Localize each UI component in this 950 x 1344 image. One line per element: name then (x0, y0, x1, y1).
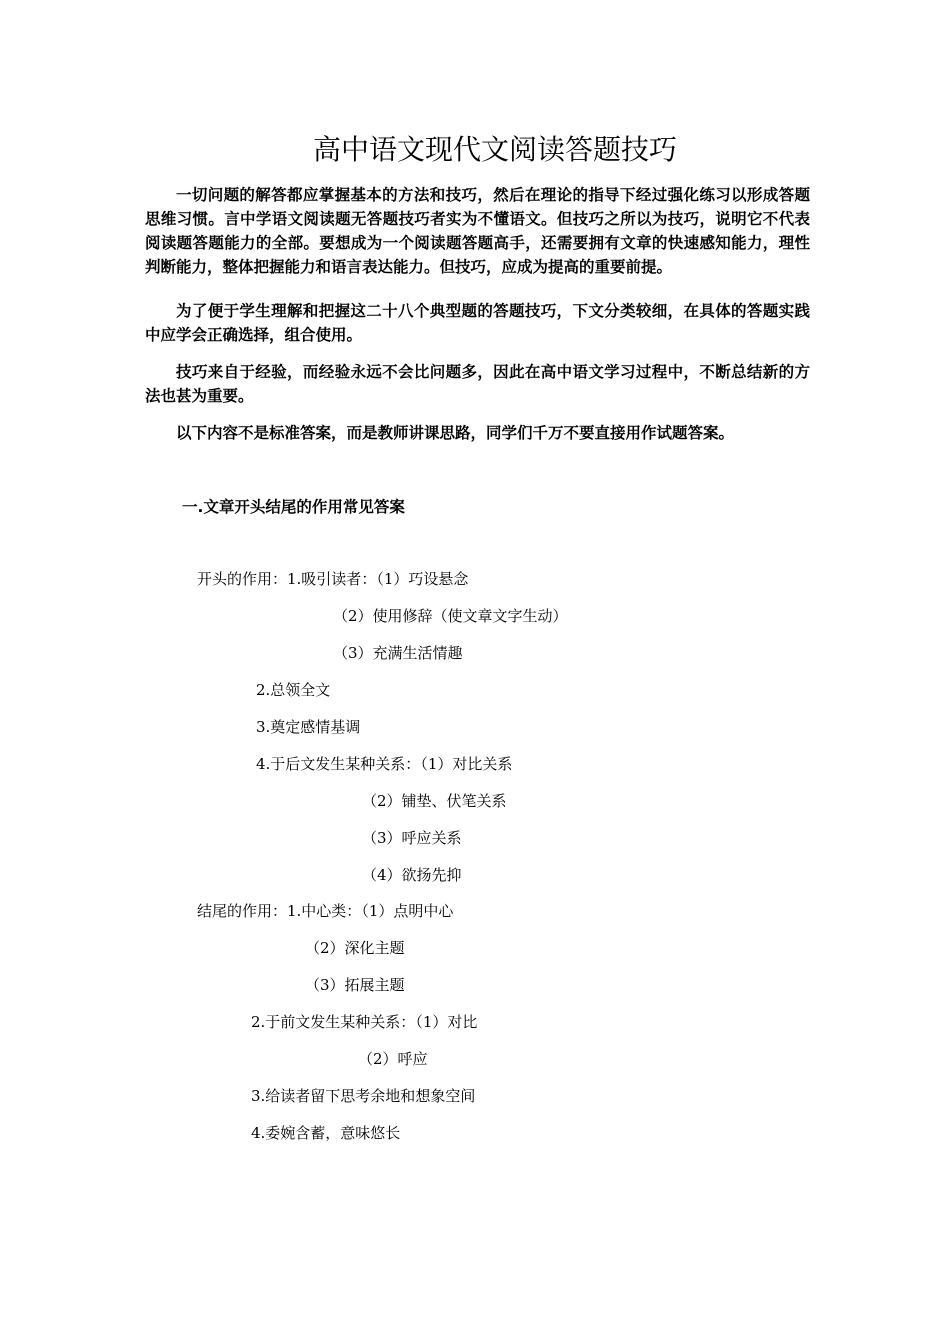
outline-line: 4.于后文发生某种关系：（1）对比关系 (256, 755, 513, 773)
outline-line: （3）拓展主题 (305, 976, 405, 994)
outline-line: 3.奠定感情基调 (256, 718, 361, 736)
intro-paragraph: 以下内容不是标准答案，而是教师讲课思路，同学们千万不要直接用作试题答案。 (176, 424, 735, 442)
outline-line: 2.总领全文 (256, 681, 331, 699)
intro-paragraph: 为了便于学生理解和把握这二十八个典型题的答题技巧，下文分类较细，在具体的答题实践中应学会正确选择，组合使用。 (145, 302, 810, 344)
section-heading: 一.文章开头结尾的作用常见答案 (182, 498, 405, 516)
outline-line: 2.于前文发生某种关系：（1）对比 (251, 1013, 478, 1031)
outline-line: （2）使用修辞（使文章文字生动） (333, 607, 568, 625)
outline-line: （2）呼应 (358, 1050, 428, 1068)
outline-line: （3）呼应关系 (362, 829, 462, 847)
outline-line-opening-heading: 开头的作用：1.吸引读者：（1）巧设悬念 (197, 570, 469, 588)
outline-line-ending-heading: 结尾的作用：1.中心类：（1）点明中心 (197, 902, 454, 920)
outline-line: 4.委婉含蓄，意味悠长 (251, 1124, 401, 1142)
intro-paragraph: 一切问题的解答都应掌握基本的方法和技巧，然后在理论的指导下经过强化练习以形成答题思维习惯。言中学语文阅读题无答题技巧者实为不懂语文。但技巧之所以为技巧，说明它不代表阅读题答题能力的全部。要想成为一个阅读题答题高手，还需要拥有文章的快速感知能力，理性判断能力，整体把握能力和语言表达能力。但技巧，应成为提高的重要前提。 (145, 186, 810, 276)
outline-line: （4）欲扬先抑 (362, 866, 462, 884)
outline-line: （2）铺垫、伏笔关系 (362, 792, 507, 810)
outline-line: （2）深化主题 (305, 939, 405, 957)
outline-line: （3）充满生活情趣 (333, 644, 463, 662)
intro-paragraph: 技巧来自于经验，而经验永远不会比问题多，因此在高中语文学习过程中，不断总结新的方法也甚为重要。 (145, 363, 810, 405)
document-title: 高中语文现代文阅读答题技巧 (312, 133, 677, 166)
outline-line: 3.给读者留下思考余地和想象空间 (251, 1087, 476, 1105)
